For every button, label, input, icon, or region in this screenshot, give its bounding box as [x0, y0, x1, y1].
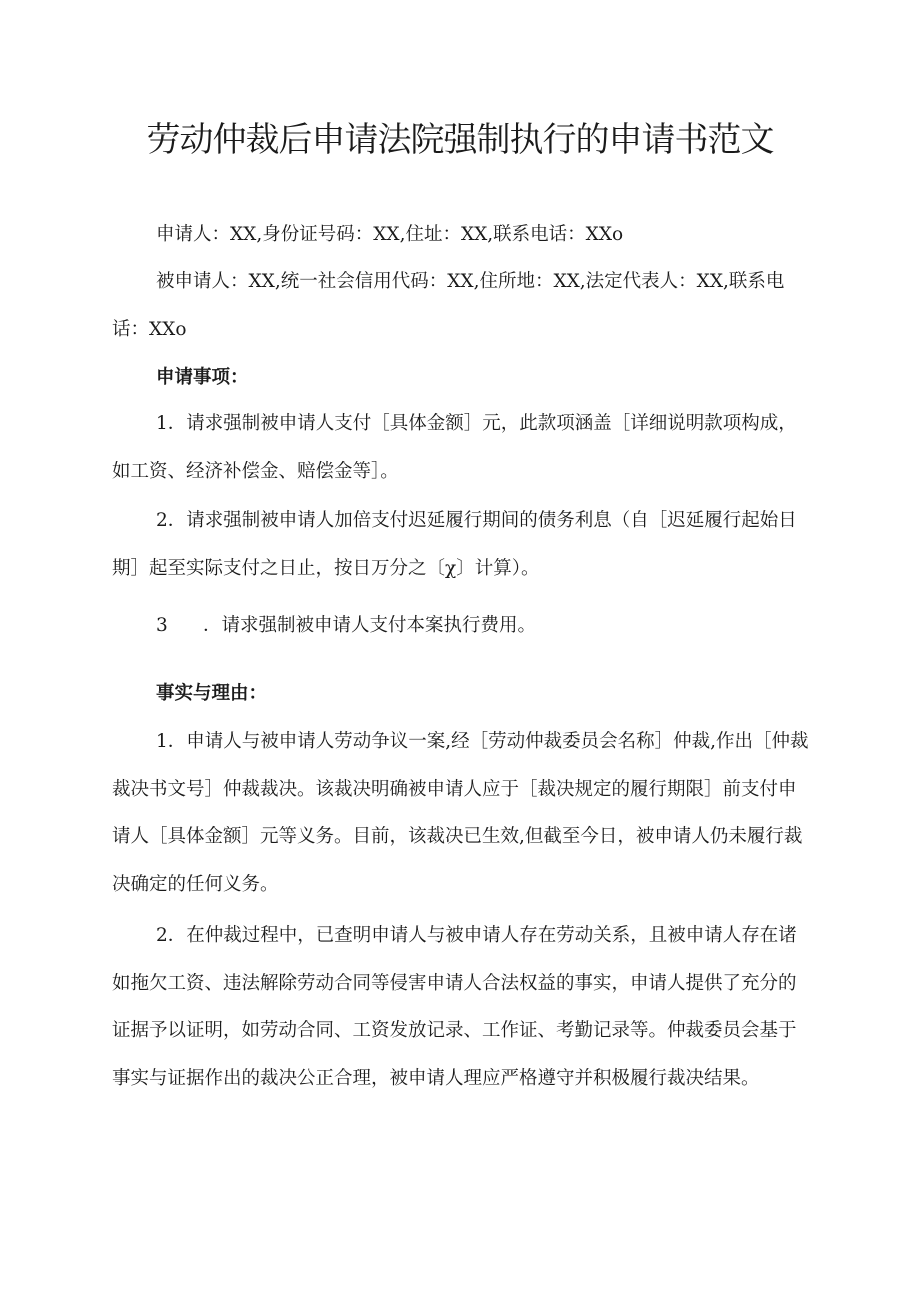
- claim-item-2: 2．请求强制被申请人加倍支付迟延履行期间的债务利息（自［迟延履行起始日期］起至实际支付之日止，按日万分之〔χ〕计算）。: [112, 510, 797, 579]
- applicant-paragraph: 申请人：XX,身份证号码：XX,住址：XX,联系电话：XXo: [156, 224, 624, 245]
- facts-heading: 事实与理由：: [156, 683, 268, 704]
- fact-item-1: 1．申请人与被申请人劳动争议一案,经［劳动仲裁委员会名称］仲裁,作出［仲裁裁决书文号］仲裁裁决。该裁决明确被申请人应于［裁决规定的履行期限］前支付申请人［具体金额］元等义务。目前，该裁决已生效,但截至今日，被申请人仍未履行裁决确定的任何义务。: [112, 731, 809, 895]
- fact-item-2: 2．在仲裁过程中，已查明申请人与被申请人存在劳动关系，且被申请人存在诸如拖欠工资、违法解除劳动合同等侵害申请人合法权益的事实，申请人提供了充分的证据予以证明，如劳动合同、工资发放记录、工作证、考勤记录等。仲裁委员会基于事实与证据作出的裁决公正合理，被申请人理应严格遵守并积极履行裁决结果。: [112, 925, 797, 1089]
- claim-item-1: 1．请求强制被申请人支付［具体金额］元，此款项涵盖［详细说明款项构成，如工资、经济补偿金、赔偿金等］。: [112, 413, 797, 482]
- claims-heading: 申请事项：: [156, 367, 249, 388]
- respondent-paragraph: 被申请人：XX,统一社会信用代码：XX,住所地：XX,法定代表人：XX,联系电话：XXo: [112, 271, 785, 340]
- document-title: 劳动仲裁后申请法院强制执行的申请书范文: [146, 120, 774, 160]
- claim-item-3: 3 ．请求强制被申请人支付本案执行费用。: [156, 615, 537, 636]
